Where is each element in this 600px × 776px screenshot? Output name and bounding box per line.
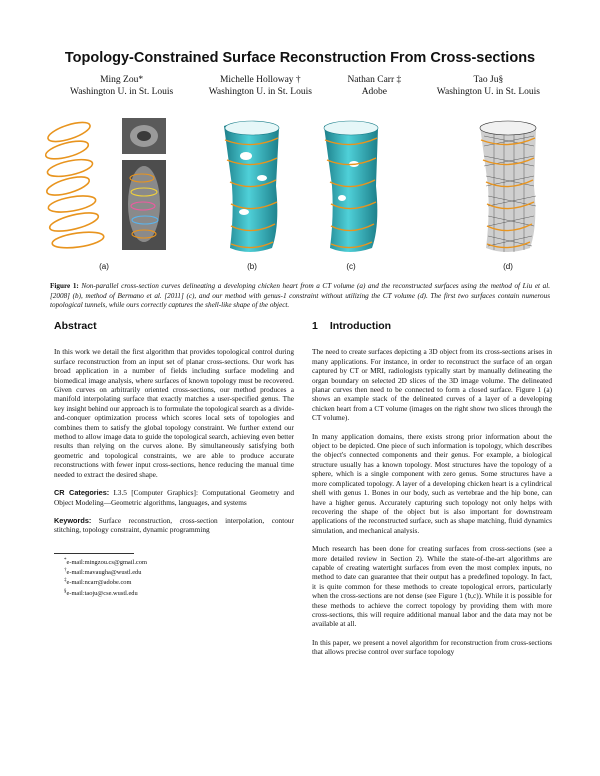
author-name: Michelle Holloway †	[219, 75, 301, 85]
ct-slice-image	[122, 118, 166, 250]
keywords	[54, 516, 294, 535]
abstract-text: In this work we detail the first algorithm that provides topological control during surface reconstruction from an input set of planar cross-sections. Our work has broad application in a number of fields including surface modeling and biomedical image analysis, where surfaces of known topology must be recovered. Given curves on arbitrarily oriented cross-sections, our method produces a manifold interpolating surface that exactly matches a user-specified genus. The key insight behind our approach is to formulate the topological search as a divide-and-conquer optimization process which scores local sets of topologies and combines them to satisfy the global topology constraint. We further extend our method to allow image data to guide the topological search, achieving even better results than relying on the curves alone. By simultaneously satisfying both geometric and topological constraints, we are able to produce accurate reconstructions with fewer input cross-sections, hence reducing the manual time needed to extract the desired shape.	[54, 347, 294, 479]
footnote-divider	[54, 553, 134, 554]
author	[437, 74, 540, 98]
section-title: Introduction	[329, 320, 392, 332]
left-column	[54, 322, 294, 598]
author	[347, 74, 401, 98]
abstract-heading: Abstract	[54, 320, 97, 332]
footnote: ‡e-mail:ncarr@adobe.com	[64, 578, 132, 587]
keywords-text: Surface reconstruction, cross-section interpolation, contour stitching, topology constraint, dynamic programming	[54, 515, 294, 535]
section-number: 1	[312, 320, 318, 332]
panel-a-curves	[44, 119, 105, 251]
author-list	[70, 74, 540, 98]
panel-label: (c)	[346, 262, 356, 271]
author-name: Tao Ju§	[473, 75, 504, 85]
right-column	[312, 322, 552, 666]
footnote: *e-mail:mingzou.cs@gmail.com	[64, 557, 147, 566]
intro-paragraph: In many application domains, there exists strong prior information about the object to be depicted. One piece of such information is topology, which describes the object's connected components and their genus. For example, a biological structure usually has a known topology. Most structures have the topology of a sphere, which is a single component with zero genus. Some structures have a more complicated topology. A layer of a developing chicken heart is a cylindrical shell with genus 1. Bones in our body, such as vertebrae and the hip bone, can have a higher genus. Accurately capturing such topology not only helps with recovering the shape of the object but is also important for downstream applications of the reconstructed surface, such as shape matching, fluid dynamics simulation, and mechanical analysis.	[312, 431, 552, 535]
intro-paragraph: In this paper, we present a novel algorithm for reconstruction from cross-sections that allows precise control over surface topology	[312, 637, 552, 657]
panel-label: (d)	[503, 262, 513, 271]
panel-d-surface	[480, 121, 536, 252]
introduction-heading	[312, 322, 552, 331]
paper-title: Topology-Constrained Surface Reconstruction From Cross-sections	[64, 50, 536, 66]
panel-b-surface	[224, 121, 279, 252]
figure-caption	[50, 282, 550, 311]
author	[209, 74, 312, 98]
teaser-figure-svg	[34, 116, 566, 276]
author-affiliation: Washington U. in St. Louis	[436, 87, 540, 97]
author	[70, 74, 173, 98]
caption-label: Figure 1:	[50, 282, 79, 290]
keywords-label: Keywords:	[54, 515, 92, 525]
author-name: Ming Zou*	[100, 75, 144, 85]
cr-categories	[54, 488, 294, 507]
panel-label: (a)	[99, 262, 109, 271]
cr-label: CR Categories:	[54, 488, 110, 498]
intro-paragraph: Much research has been done for creating surfaces from cross-sections (see a more detailed review in Section 2). While the state-of-the-art algorithms are capable of creating watertight surfaces from even the most complex inputs, no method to date can guarantee that their output has a predefined topology. In fact, it is quite common for these methods to create topological errors, particularly when the cross-sections are not dense (see Figure 1 (b,c)). While it is possible for these methods to achieve the correct topology by providing them with more cross-sections, this will require additional manual labor and the data may not be available at all.	[312, 544, 552, 629]
footnote: §e-mail:taoju@cse.wustl.edu	[64, 588, 138, 597]
author-affiliation: Adobe	[361, 87, 388, 97]
panel-c-surface	[324, 121, 378, 252]
author-name: Nathan Carr ‡	[347, 75, 402, 85]
caption-text: Non-parallel cross-section curves delineating a developing chicken heart from a CT volume (a) and the reconstructed surfaces using the method of Liu et al. [2008] (b), method of Bermano et al. [2011] (c), and our method with genus-1 constraint without utilizing the CT volume (d). The first two surfaces contain numerous topological tunnels, while ours correctly captures the shell-like shape of the object.	[50, 282, 550, 310]
panel-label: (b)	[247, 262, 257, 271]
author-affiliation: Washington U. in St. Louis	[208, 87, 312, 97]
author-affiliation: Washington U. in St. Louis	[70, 87, 174, 97]
footnote: †e-mail:mavaugha@wustl.edu	[64, 568, 142, 577]
teaser-figure	[34, 116, 566, 276]
cr-text: I.3.5 [Computer Graphics]: Computational Geometry and Object Modeling—Geometric algorithms, languages, and systems	[54, 488, 295, 507]
intro-paragraph: The need to create surfaces depicting a 3D object from its cross-sections arises in many applications. For instance, in order to reconstruct the surface of an organ captured by CT or MRI, radiologists typically start by manually delineating the organ boundary on selected 2D slices of the 3D image volume. The delineated planar curves then need to be connected to form a closed surface. Figure 1 (a) shows an example stack of the delineated curves of a layer of a developing chicken heart from a CT volume (images on the right show two slices through the CT volume).	[312, 347, 552, 423]
